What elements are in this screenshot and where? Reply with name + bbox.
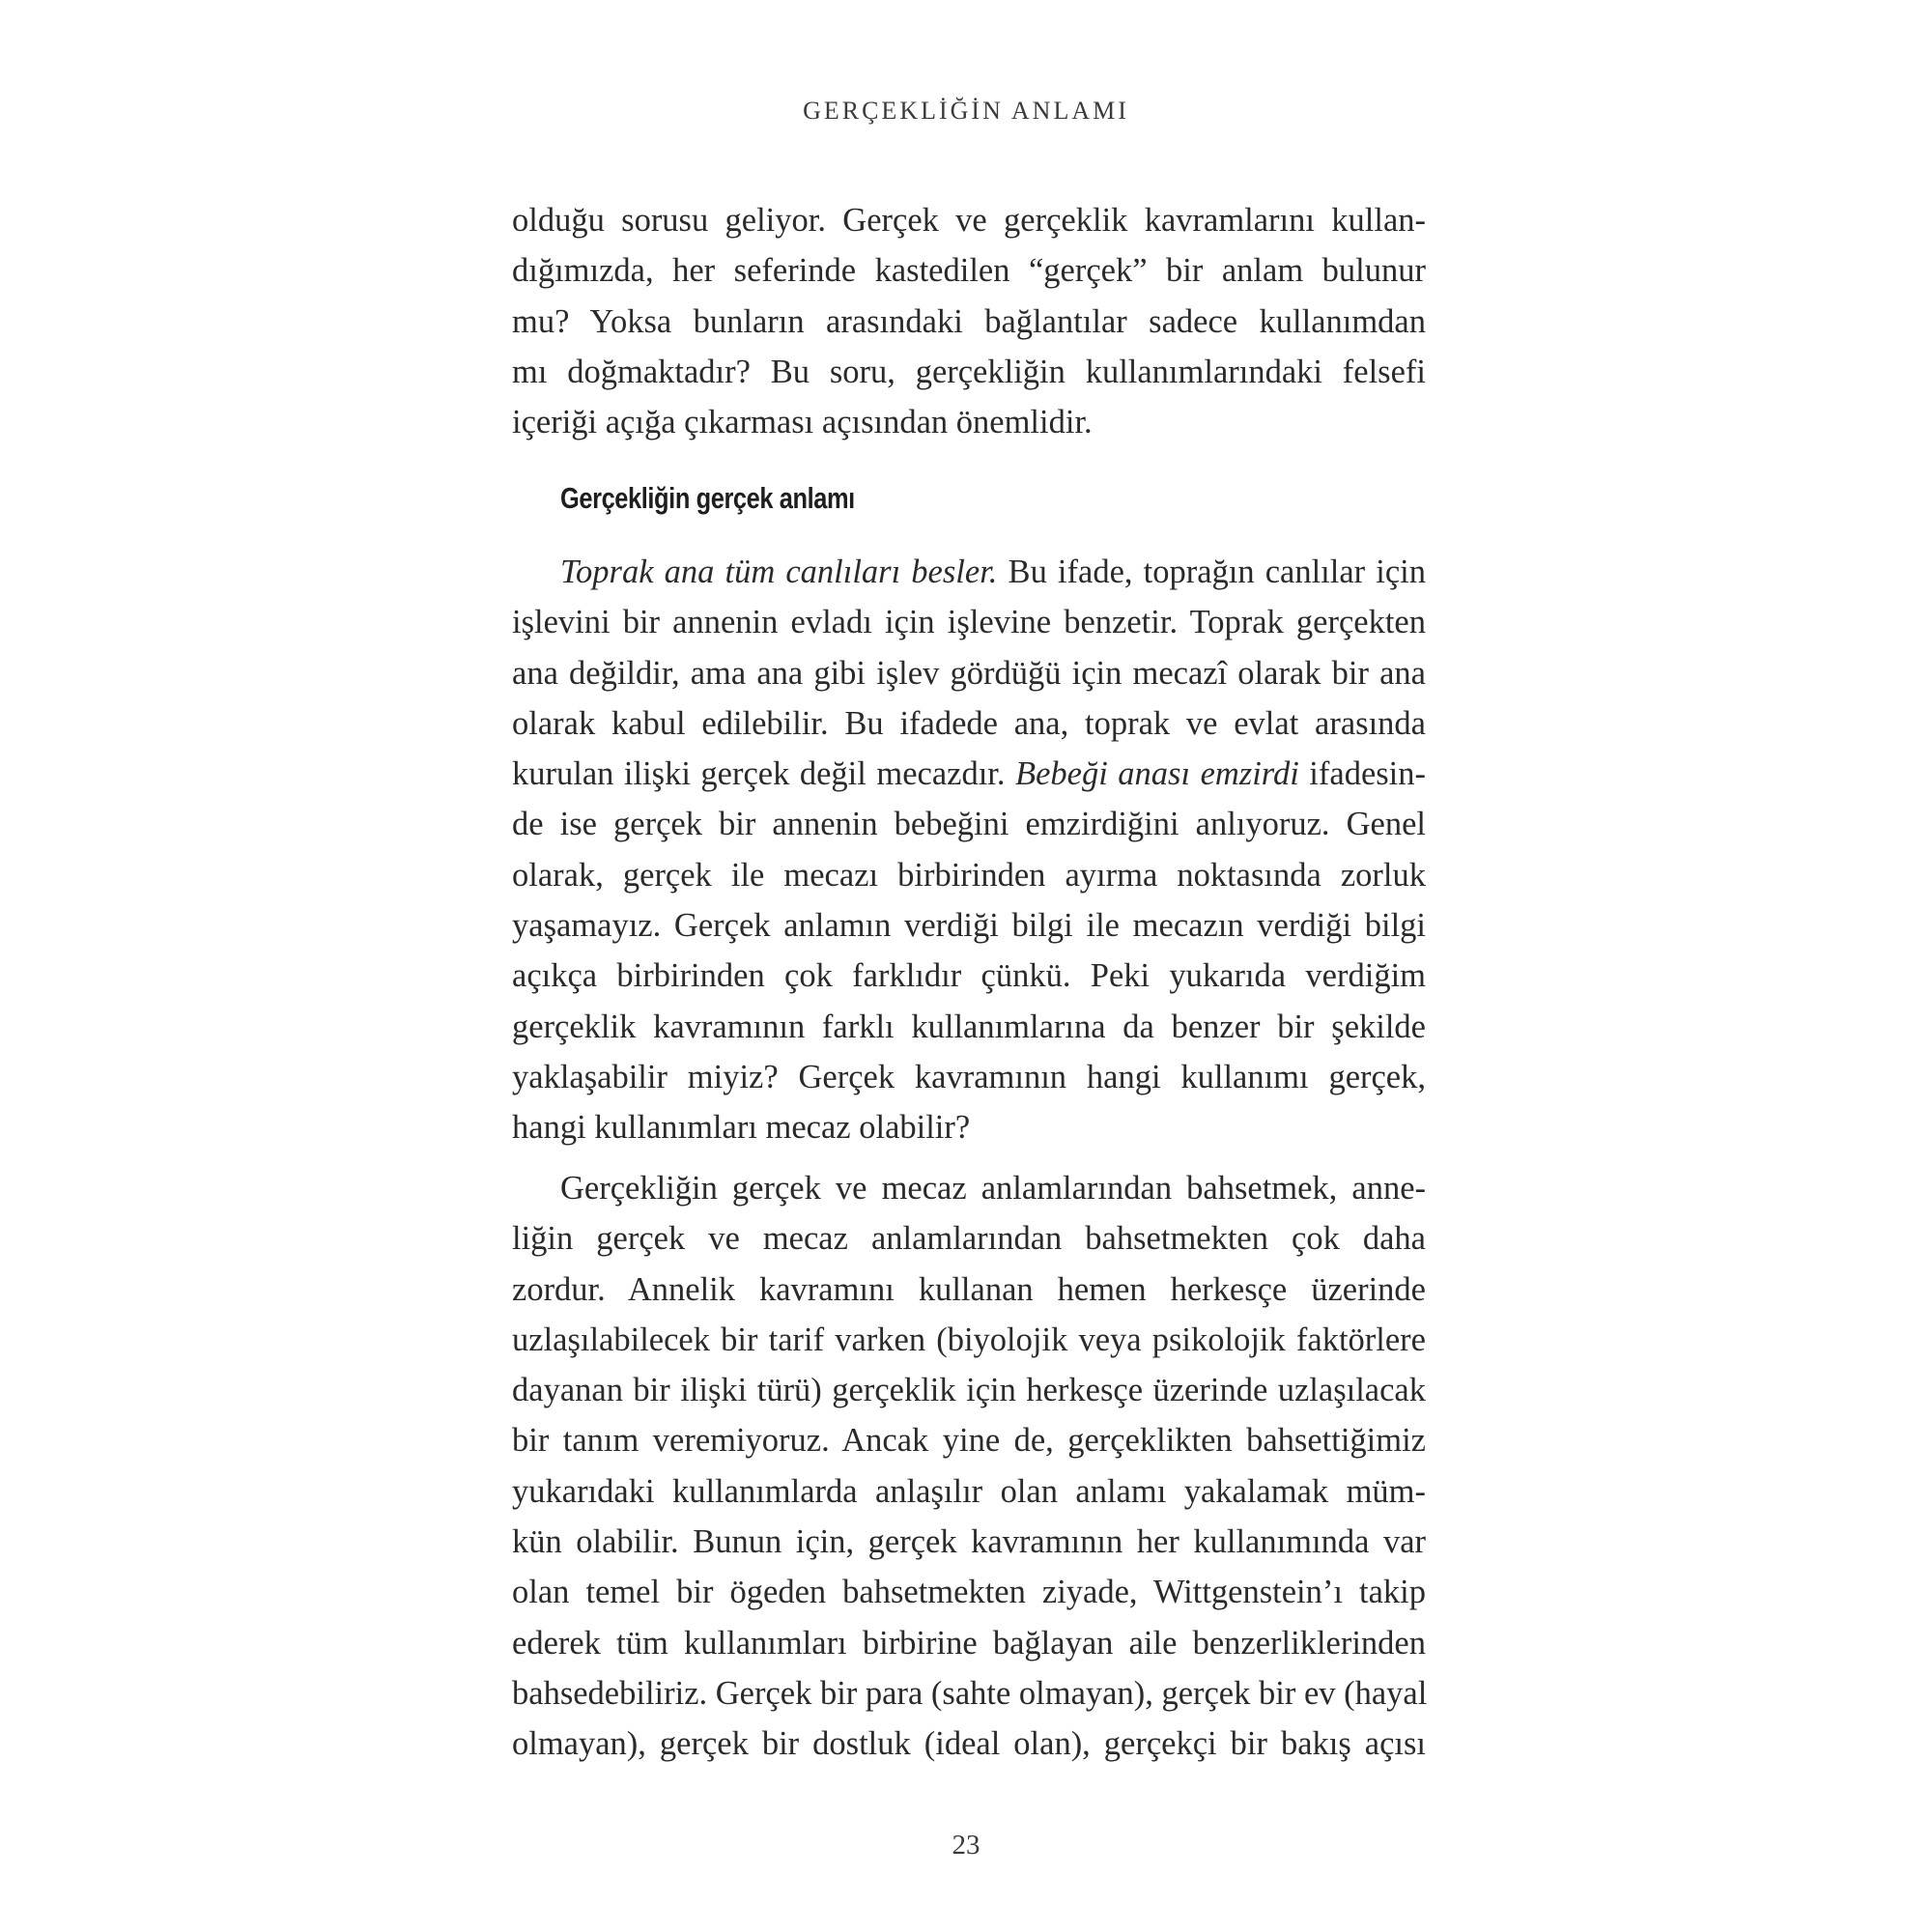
text-line: olarak kabul edilebilir. Bu ifadede ana, toprak ve evlat arasında: [512, 704, 1426, 742]
text-line: yaşamayız. Gerçek anlamın verdiği bilgi ile mecazın verdiği bilgi: [512, 907, 1426, 945]
running-head: GERÇEKLİĞİN ANLAMI: [803, 97, 1129, 125]
paragraph-2: [512, 547, 1426, 1153]
text-line: bir tanım veremiyoruz. Ancak yine de, gerçeklikten bahsettiğimiz: [512, 1422, 1426, 1460]
text-line: olduğu sorusu geliyor. Gerçek ve gerçeklik kavramlarını kullan-: [512, 202, 1426, 239]
text-line: olmayan), gerçek bir dostluk (ideal olan), gerçekçi bir bakış açısı: [512, 1725, 1426, 1763]
text-line: uzlaşılabilecek bir tarif varken (biyolojik veya psikolojik faktörlere: [512, 1321, 1426, 1358]
text-line: gerçeklik kavramının farklı kullanımlarına da benzer bir şekilde: [512, 1008, 1426, 1045]
italic-phrase: Toprak ana tüm canlıları besler.: [560, 554, 998, 590]
text-line: yaklaşabilir miyiz? Gerçek kavramının hangi kullanımı gerçek,: [512, 1058, 1426, 1095]
text-run: ifadesin-: [1298, 755, 1427, 793]
text-line: mı doğmaktadır? Bu soru, gerçekliğin kullanımlarındaki felsefi: [512, 353, 1426, 390]
paragraph-1: [512, 195, 1426, 447]
text-line: dayanan bir ilişki türü) gerçeklik için herkesçe üzerinde uzlaşılacak: [512, 1372, 1426, 1409]
text-line: kün olabilir. Bunun için, gerçek kavramının her kullanımında var: [512, 1523, 1426, 1561]
text-line: içeriği açığa çıkarması açısından önemlidir.: [512, 404, 1093, 441]
text-line: ederek tüm kullanımları birbirine bağlayan aile benzerliklerinden: [512, 1624, 1426, 1662]
text-line: zordur. Annelik kavramını kullanan hemen herkesçe üzerinde: [512, 1270, 1426, 1308]
page-number: 23: [952, 1830, 980, 1861]
text-line: [512, 547, 1426, 597]
text-line: [512, 749, 1426, 799]
text-line: de ise gerçek bir annenin bebeğini emzirdiğini anlıyoruz. Genel: [512, 806, 1426, 843]
text-line: işlevini bir annenin evladı için işlevine benzetir. Toprak gerçekten: [512, 604, 1426, 641]
text-line: mu? Yoksa bunların arasındaki bağlantılar sadece kullanımdan: [512, 302, 1426, 340]
text-line: açıkça birbirinden çok farklıdır çünkü. Peki yukarıda verdiğim: [512, 957, 1426, 995]
text-line: yukarıdaki kullanımlarda anlaşılır olan anlamı yakalamak müm-: [512, 1472, 1426, 1510]
text-line: Gerçekliğin gerçek ve mecaz anlamlarından bahsetmek, anne-: [560, 1170, 1426, 1207]
text-line: hangi kullanımları mecaz olabilir?: [512, 1109, 971, 1147]
text-line: dığımızda, her seferinde kastedilen “gerçek” bir anlam bulunur: [512, 252, 1426, 290]
text-line: olan temel bir ögeden bahsetmekten ziyade, Wittgenstein’ı takip: [512, 1574, 1426, 1611]
section-heading: Gerçekliğin gerçek anlamı: [560, 481, 855, 515]
text-run: Bu ifade, toprağın canlılar için: [997, 554, 1427, 590]
text-line: bahsedebiliriz. Gerçek bir para (sahte olmayan), gerçek bir ev (hayal: [512, 1674, 1428, 1712]
text-run: kurulan ilişki gerçek değil mecazdır.: [512, 755, 1015, 793]
text-line: liğin gerçek ve mecaz anlamlarından bahsetmekten çok daha: [512, 1220, 1426, 1258]
text-line: olarak, gerçek ile mecazı birbirinden ayırma noktasında zorluk: [512, 856, 1426, 894]
italic-phrase: Bebeği anası emzirdi: [1015, 755, 1299, 793]
paragraph-3: [512, 1163, 1426, 1770]
text-line: ana değildir, ama ana gibi işlev gördüğü için mecazî olarak bir ana: [512, 654, 1426, 692]
